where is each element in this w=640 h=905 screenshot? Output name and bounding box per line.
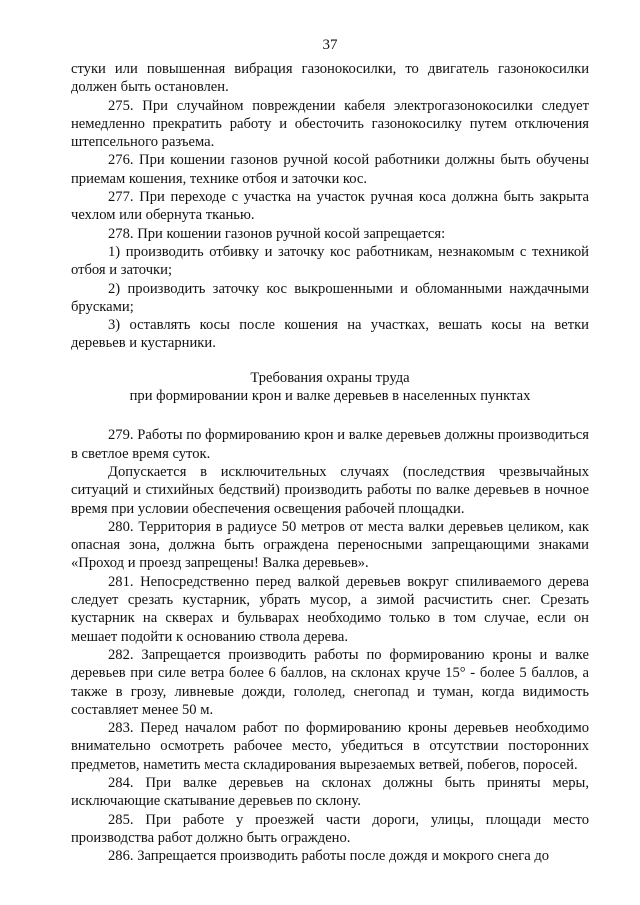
paragraph-282: 282. Запрещается производить работы по формированию кроны и валке деревьев при силе ветра более 6 баллов, на склонах круче 15° - более 5 баллов, а также в грозу, ливневые дожди, гололед, снегопад и туман, когда видимость составляет менее 50 м. xyxy=(71,646,589,718)
page-number: 37 xyxy=(322,37,338,53)
document-body xyxy=(71,60,589,865)
paragraph-279-exception: Допускается в исключительных случаях (последствия чрезвычайных ситуаций и стихийных бедствий) производить работы по валке деревьев в ночное время при условии обеспечения освещения рабочей площадки. xyxy=(71,463,589,517)
paragraph-277: 277. При переходе с участка на участок ручная коса должна быть закрыта чехлом или обернута тканью. xyxy=(71,189,589,224)
section-heading-line-2: при формировании крон и валке деревьев в населенных пунктах xyxy=(129,388,531,405)
paragraph-286: 286. Запрещается производить работы после дождя и мокрого снега до xyxy=(108,848,550,865)
paragraph-283: 283. Перед началом работ по формированию кроны деревьев необходимо внимательно осмотреть рабочее место, убедиться в отсутствии посторонних предметов, наметить места складирования вырезаемых ветвей, побегов, поросей. xyxy=(71,720,589,773)
paragraph-276: 276. При кошении газонов ручной косой работники должны быть обучены приемам кошения, технике отбоя и заточки кос. xyxy=(71,152,589,187)
paragraph-continuation: стуки или повышенная вибрация газонокосилки, то двигатель газонокосилки должен быть остановлен. xyxy=(71,61,589,96)
paragraph-278: 278. При кошении газонов ручной косой запрещается: xyxy=(108,225,446,242)
paragraph-280: 280. Территория в радиусе 50 метров от места валки деревьев целиком, как опасная зона, должна быть ограждена переносными запрещающими знаками «Проход и проезд запрещены! Валка деревьев». xyxy=(71,518,589,572)
paragraph-284: 284. При валке деревьев на склонах должны быть приняты меры, исключающие скатывание деревьев по склону. xyxy=(71,774,589,810)
paragraph-281: 281. Непосредственно перед валкой деревьев вокруг спиливаемого дерева следует срезать кустарник, убрать мусор, а зимой расчистить снег. Срезать кустарник на скверах и бульварах необходимо только в том случае, если он мешает подойти к основанию ствола дерева. xyxy=(71,573,589,645)
list-item-2: 2) производить заточку кос выкрошенными и обломанными наждачными брусками; xyxy=(71,280,589,315)
paragraph-279: 279. Работы по формированию крон и валке деревьев должны производиться в светлое время суток. xyxy=(71,427,589,462)
list-item-3: 3) оставлять косы после кошения на участках, вешать косы на ветки деревьев и кустарники. xyxy=(71,317,589,352)
paragraph-275: 275. При случайном повреждении кабеля электрогазонокосилки следует немедленно прекратить работу и обесточить газонокосилку путем отключения штепсельного разъема. xyxy=(71,97,589,151)
list-item-1: 1) производить отбивку и заточку кос работникам, незнакомым с техникой отбоя и заточки; xyxy=(71,243,589,279)
section-heading-line-1: Требования охраны труда xyxy=(250,369,410,386)
paragraph-285: 285. При работе у проезжей части дороги, улицы, площади место производства работ должно быть ограждено. xyxy=(71,811,589,846)
